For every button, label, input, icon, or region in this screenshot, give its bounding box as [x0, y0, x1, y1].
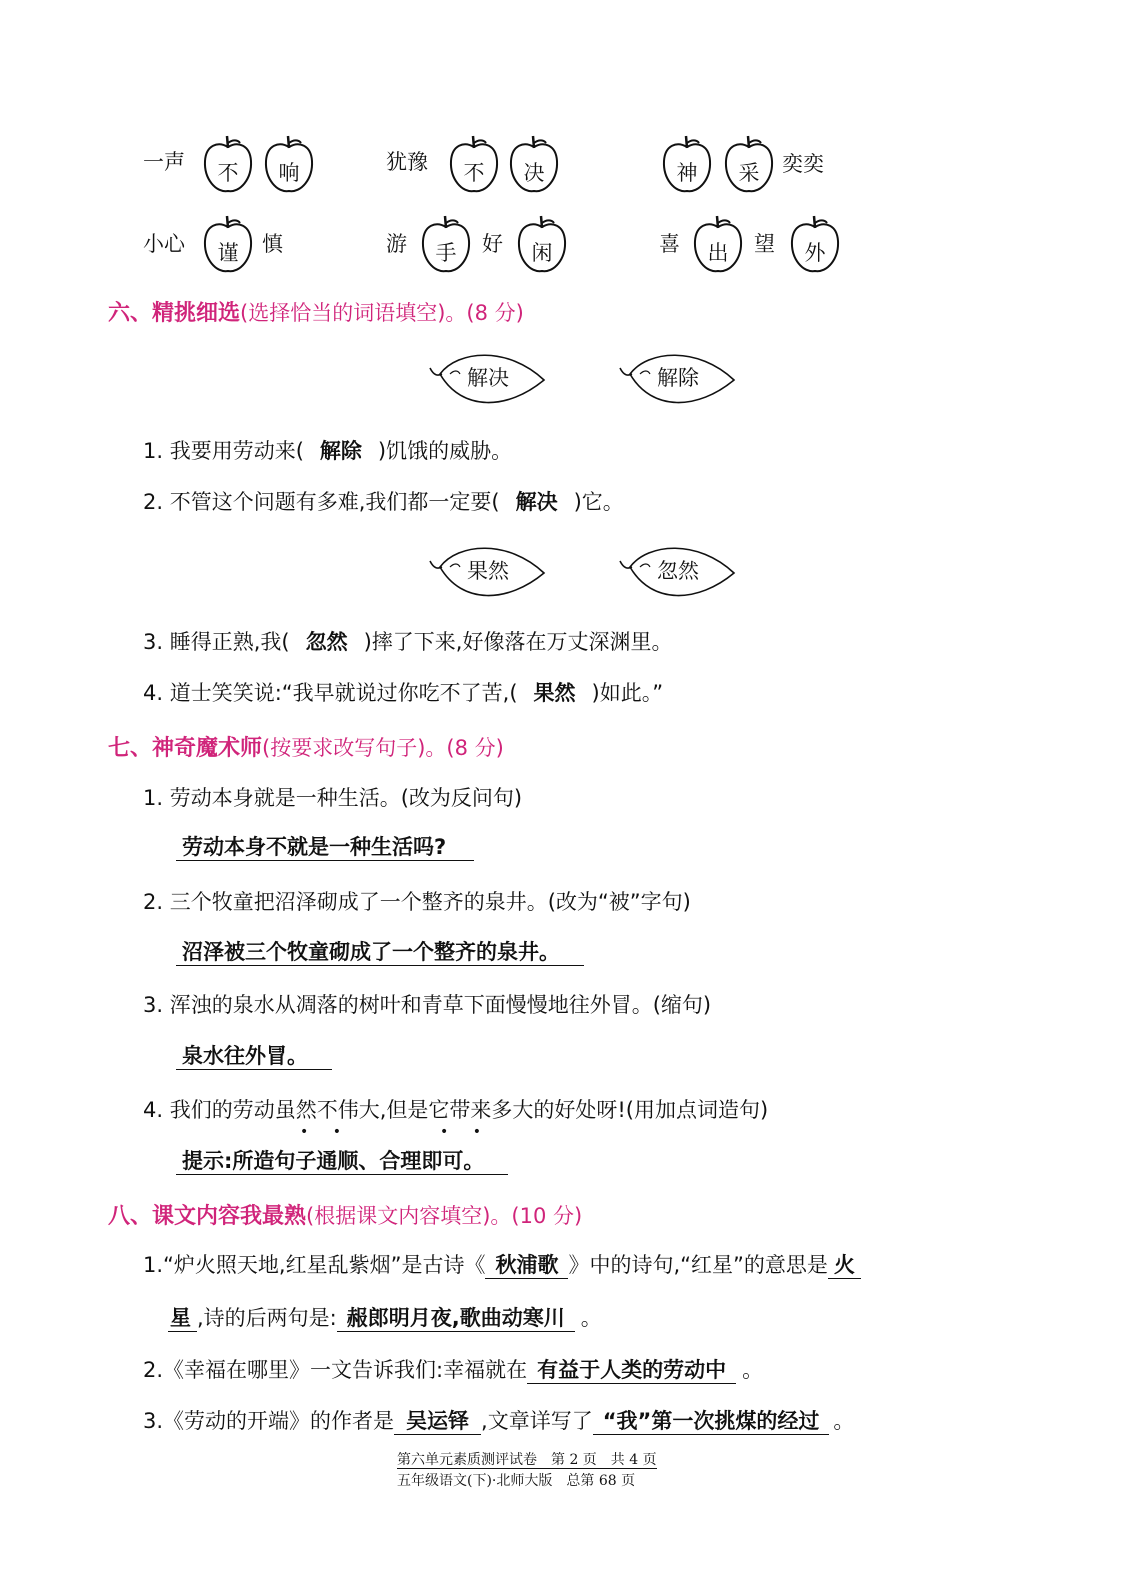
section-6-heading — [108, 296, 524, 327]
apple-char: 谨 — [217, 241, 239, 265]
answer: 火 — [828, 1252, 861, 1279]
apple-char: 出 — [707, 241, 729, 265]
leaf-icon — [618, 539, 736, 605]
s8-q1-line1 — [143, 1251, 861, 1279]
q-text: 1. 我要用劳动来( — [143, 439, 304, 463]
section-8-heading — [108, 1199, 582, 1230]
q-text: 4. 道士笑笑说:“我早就说过你吃不了苦,( — [143, 681, 518, 705]
s7-q4: 4. 我们的劳动虽然不伟大,但是它带来多大的好处呀!(用加点词造句) — [143, 1098, 769, 1122]
s8-q2 — [143, 1356, 763, 1384]
leaf-word: 果然 — [467, 559, 509, 583]
apple-icon — [787, 213, 843, 275]
s7-a3 — [176, 1043, 332, 1070]
q-text: 。 — [742, 1358, 764, 1382]
q-text: )如此。” — [591, 681, 664, 705]
q-text: 。 — [580, 1306, 602, 1330]
section-7-title: 七、神奇魔术师 — [108, 736, 263, 761]
leaf-icon — [428, 346, 546, 412]
q-text: 3.《劳动的开端》的作者是 — [143, 1409, 395, 1433]
q-text: )摔了下来,好像落在万丈深渊里。 — [363, 630, 673, 654]
apple-icon — [200, 133, 256, 195]
apple-icon — [200, 213, 256, 275]
apple-icon — [514, 213, 570, 275]
leaf-icon — [618, 346, 736, 412]
footer-text: 第六单元素质测评试卷 第 2 页 共 4 页 — [397, 1452, 657, 1468]
apple-icon — [659, 133, 715, 195]
answer: 有益于人类的劳动中 — [527, 1357, 736, 1384]
answer: 赧郎明月夜,歌曲动寒川 — [337, 1305, 575, 1332]
s6-q2 — [143, 488, 624, 516]
s7-a1 — [176, 834, 474, 861]
s7-a2 — [176, 939, 584, 966]
apple-char: 决 — [523, 161, 545, 185]
answer: “我”第一次挑煤的经过 — [593, 1408, 830, 1435]
s6-q1 — [143, 437, 512, 465]
answer: 吴运铎 — [394, 1408, 481, 1435]
section-6-title: 六、精挑细选 — [108, 301, 241, 326]
s6-q3 — [143, 628, 672, 656]
emphasis-dots-1: • • — [300, 1124, 351, 1140]
apple-icon — [506, 133, 562, 195]
leaf-word: 忽然 — [657, 559, 699, 583]
apple-char: 手 — [435, 241, 457, 265]
idiom-4-suffix: 慎 — [262, 232, 283, 256]
answer: 劳动本身不就是一种生活吗? — [176, 834, 474, 861]
s8-q1-line2 — [168, 1304, 602, 1332]
q-text: )它。 — [573, 490, 624, 514]
apple-icon — [261, 133, 317, 195]
q-text: )饥饿的威胁。 — [377, 439, 513, 463]
q-text: 3. 睡得正熟,我( — [143, 630, 290, 654]
section-7-subtitle: (按要求改写句子)。(8 分) — [262, 736, 504, 760]
s6-q4 — [143, 679, 663, 707]
idiom-2-prefix: 犹豫 — [386, 150, 428, 174]
section-8-title: 八、课文内容我最熟 — [108, 1204, 307, 1229]
s7-q1: 1. 劳动本身就是一种生活。(改为反问句) — [143, 786, 523, 810]
apple-char: 闲 — [531, 241, 553, 265]
q-text: 。 — [833, 1409, 855, 1433]
section-8-subtitle: (根据课文内容填空)。(10 分) — [306, 1204, 583, 1228]
apple-char: 不 — [217, 161, 239, 185]
s7-q3: 3. 浑浊的泉水从凋落的树叶和青草下面慢慢地往外冒。(缩句) — [143, 993, 712, 1017]
idiom-5-prefix: 游 — [386, 232, 407, 256]
apple-char: 响 — [278, 161, 300, 185]
apple-char: 采 — [738, 161, 760, 185]
emphasis-dots-2: • • — [440, 1124, 491, 1140]
q-text: 》中的诗句,“红星”的意思是 — [568, 1253, 828, 1277]
apple-char: 不 — [463, 161, 485, 185]
answer: 解决 — [515, 490, 558, 514]
idiom-3-suffix: 奕奕 — [782, 152, 824, 176]
answer: 沼泽被三个牧童砌成了一个整齐的泉井。 — [176, 939, 584, 966]
answer: 星 — [168, 1305, 197, 1332]
answer: 解除 — [319, 439, 362, 463]
footer-line-1 — [397, 1451, 657, 1469]
s8-q3 — [143, 1407, 854, 1435]
apple-icon — [418, 213, 474, 275]
answer: 秋浦歌 — [485, 1252, 568, 1279]
s7-q2: 2. 三个牧童把沼泽砌成了一个整齐的泉井。(改为“被”字句) — [143, 890, 691, 914]
q-text: ,诗的后两句是: — [197, 1306, 337, 1330]
leaf-icon — [428, 539, 546, 605]
idiom-4-prefix: 小心 — [143, 232, 185, 256]
answer: 提示:所造句子通顺、合理即可。 — [176, 1148, 508, 1175]
answer: 果然 — [533, 681, 576, 705]
q-text: 1.“炉火照天地,红星乱紫烟”是古诗《 — [143, 1253, 486, 1277]
section-7-heading — [108, 731, 504, 762]
idiom-6-middle: 望 — [754, 232, 775, 256]
leaf-word: 解决 — [467, 366, 509, 390]
apple-char: 外 — [804, 241, 826, 265]
s7-a4 — [176, 1148, 508, 1175]
section-6-subtitle: (选择恰当的词语填空)。(8 分) — [240, 301, 524, 325]
answer: 忽然 — [305, 630, 348, 654]
footer-line-2: 五年级语文(下)·北师大版 总第 68 页 — [397, 1473, 636, 1489]
q-text: 2. 不管这个问题有多难,我们都一定要( — [143, 490, 500, 514]
apple-icon — [446, 133, 502, 195]
q-text: ,文章详写了 — [481, 1409, 593, 1433]
leaf-word: 解除 — [657, 366, 699, 390]
idiom-5-middle: 好 — [482, 232, 503, 256]
answer: 泉水往外冒。 — [176, 1043, 332, 1070]
apple-icon — [721, 133, 777, 195]
q-text: 2.《幸福在哪里》一文告诉我们:幸福就在 — [143, 1358, 528, 1382]
apple-char: 神 — [676, 161, 698, 185]
apple-icon — [690, 213, 746, 275]
idiom-1-prefix: 一声 — [143, 150, 185, 174]
idiom-6-prefix: 喜 — [659, 232, 680, 256]
